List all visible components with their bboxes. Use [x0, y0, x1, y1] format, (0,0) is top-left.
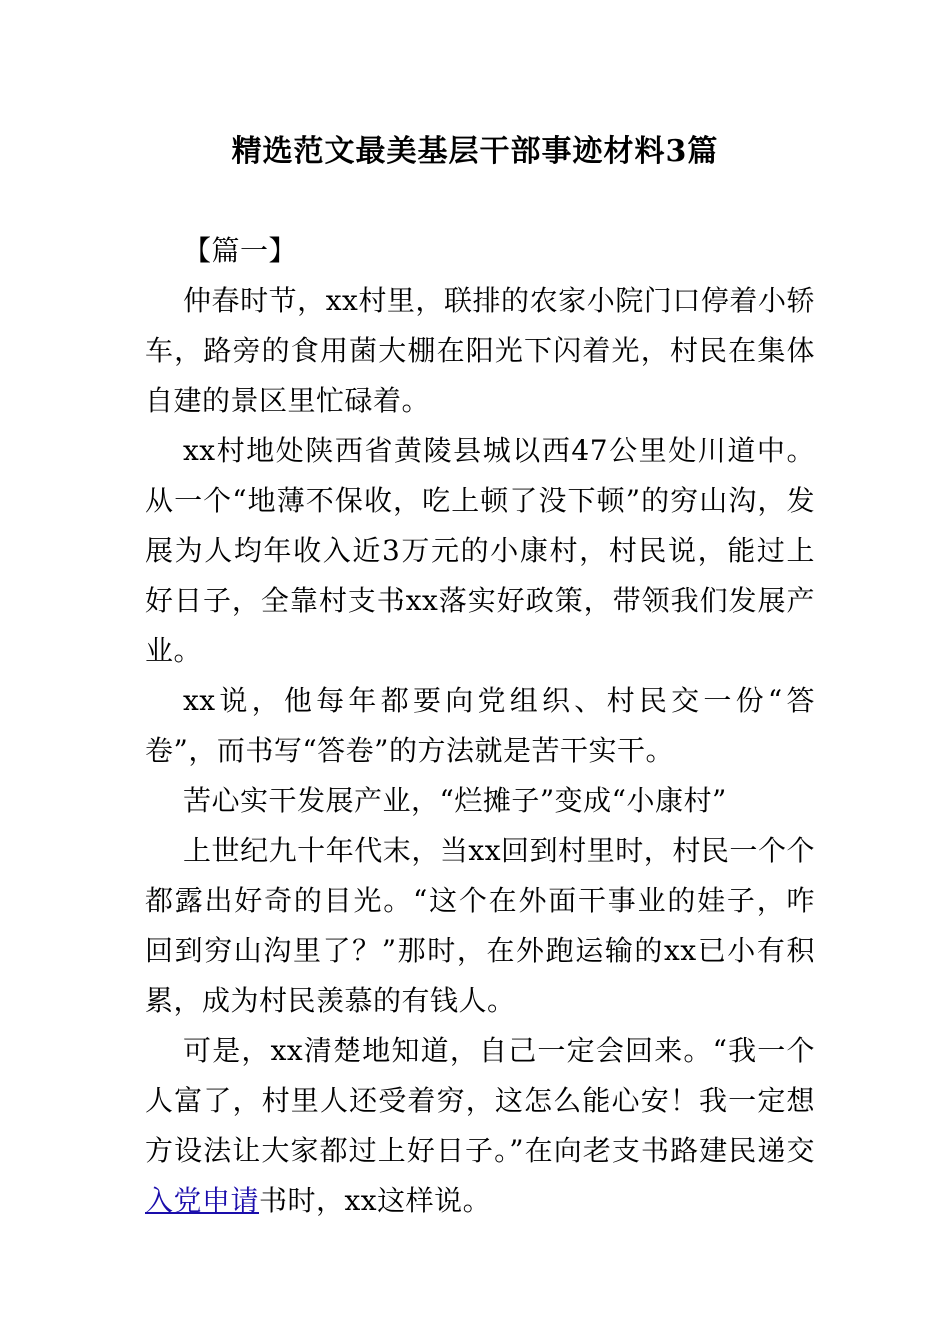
party-application-link[interactable]: 入党申请	[145, 1184, 260, 1217]
section-label: 【篇一】	[183, 234, 298, 267]
document-body	[145, 226, 815, 1226]
paragraph-3: xx说，他每年都要向党组织、村民交一份“答卷”，而书写“答卷”的方法就是苦干实干。	[145, 684, 815, 767]
paragraph-2: xx村地处陕西省黄陵县城以西47公里处川道中。从一个“地薄不保收，吃上顿了没下顿”的穷山沟，发展为人均年收入近3万元的小康村，村民说，能过上好日子，全靠村支书xx落实好政策，带领我们发展产业。	[145, 434, 815, 667]
document-title: 精选范文最美基层干部事迹材料3篇	[231, 134, 719, 169]
paragraph-5-text-after: 书时，xx这样说。	[259, 1184, 492, 1217]
paragraph-1: 仲春时节，xx村里，联排的农家小院门口停着小轿车，路旁的食用菌大棚在阳光下闪着光，村民在集体自建的景区里忙碌着。	[145, 284, 815, 417]
subheading: 苦心实干发展产业，“烂摊子”变成“小康村”	[183, 784, 727, 817]
paragraph-5-text-before: 可是，xx清楚地知道，自己一定会回来。“我一个人富了，村里人还受着穷，这怎么能心安！我一定想方设法让大家都过上好日子。”在向老支书路建民递交	[145, 1034, 815, 1167]
paragraph-4: 上世纪九十年代末，当xx回到村里时，村民一个个都露出好奇的目光。“这个在外面干事业的娃子，咋回到穷山沟里了？”那时，在外跑运输的xx已小有积累，成为村民羡慕的有钱人。	[145, 834, 815, 1017]
paragraph-5	[145, 1026, 815, 1226]
